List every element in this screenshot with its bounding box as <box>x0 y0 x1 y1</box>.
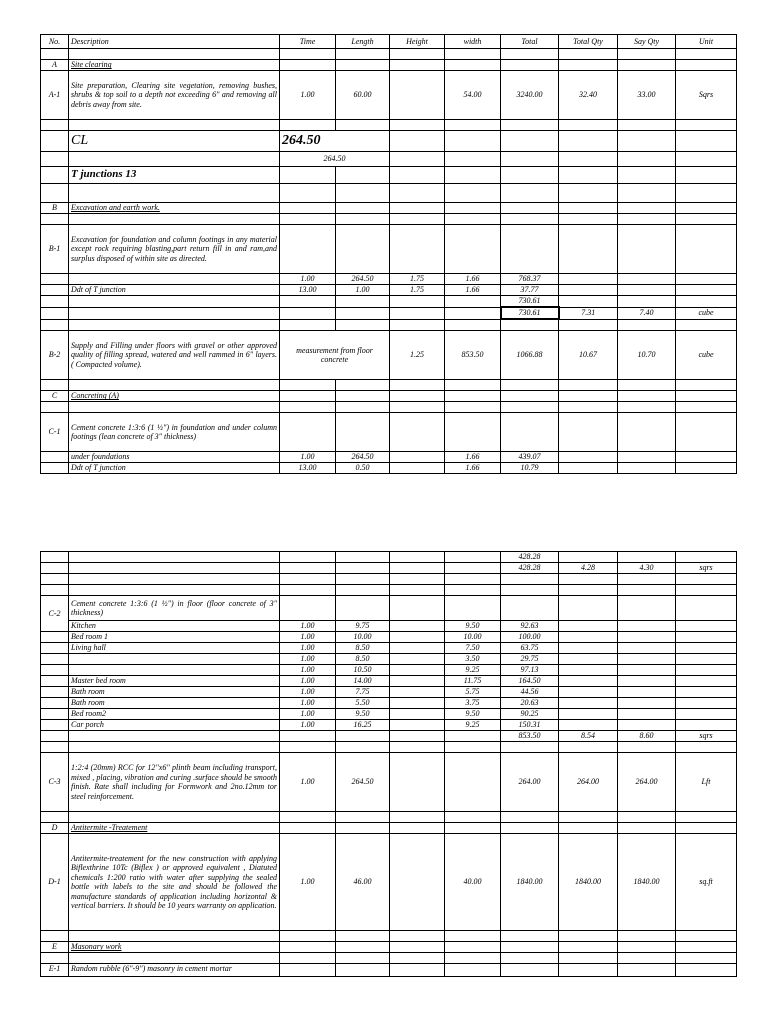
item-total: 1840.00 <box>501 834 559 931</box>
measure-width: 11.75 <box>445 676 501 687</box>
subtotal-total: 730.61 <box>501 296 559 308</box>
header-unit: Unit <box>676 35 737 49</box>
measure-time: 13.00 <box>280 285 336 296</box>
measure-length: 264.50 <box>336 274 390 285</box>
spacer-row <box>41 574 737 585</box>
item-total: 1066.88 <box>501 331 559 380</box>
measure-time: 1.00 <box>280 687 336 698</box>
item-say-qty: 4.30 <box>618 563 676 574</box>
measure-width: 1.66 <box>445 452 501 463</box>
measure-length: 1.00 <box>336 285 390 296</box>
item-total: 428.28 <box>501 563 559 574</box>
measure-row <box>41 665 737 676</box>
subtotal-row <box>41 552 737 563</box>
item-unit: Sqrs <box>676 71 737 120</box>
item-total: 3240.00 <box>501 71 559 120</box>
item-unit: sqrs <box>676 563 737 574</box>
room-name: Bed room 1 <box>69 632 280 643</box>
room-name: Bed room2 <box>69 709 280 720</box>
measure-time: 1.00 <box>280 698 336 709</box>
total-row <box>41 307 737 319</box>
measure-length: 16.25 <box>336 720 390 731</box>
item-total-qty: 1840.00 <box>559 834 618 931</box>
tjunction-label: T junctions 13 <box>69 167 280 184</box>
spacer-row <box>41 49 737 60</box>
measure-width: 3.50 <box>445 654 501 665</box>
section-no: D <box>41 823 69 834</box>
measure-time: 1.00 <box>280 274 336 285</box>
spacer-row <box>41 585 737 596</box>
measure-total: 20.63 <box>501 698 559 709</box>
measure-width: 7.50 <box>445 643 501 654</box>
item-unit: sq.ft <box>676 834 737 931</box>
item-length: 264.50 <box>336 753 390 812</box>
measure-width: 1.66 <box>445 285 501 296</box>
measure-width: 10.00 <box>445 632 501 643</box>
measure-total: 439.07 <box>501 452 559 463</box>
total-row <box>41 731 737 742</box>
room-name: Kitchen <box>69 621 280 632</box>
item-say-qty: 8.60 <box>618 731 676 742</box>
section-row <box>41 942 737 953</box>
section-row <box>41 203 737 214</box>
measure-height: 1.75 <box>390 274 445 285</box>
spacer-row <box>41 742 737 753</box>
header-description: Description <box>69 35 280 49</box>
spacer-row <box>41 812 737 823</box>
item-length: 60.00 <box>336 71 390 120</box>
spacer-row <box>41 931 737 942</box>
section-title: Excavation and earth work. <box>69 203 280 214</box>
measure-row <box>41 463 737 474</box>
measure-length: 7.75 <box>336 687 390 698</box>
measure-time: 1.00 <box>280 709 336 720</box>
measure-length: 5.50 <box>336 698 390 709</box>
measure-total: 10.79 <box>501 463 559 474</box>
measure-length: 0.50 <box>336 463 390 474</box>
room-name <box>69 665 280 676</box>
item-no: D-1 <box>41 834 69 931</box>
measure-time: 1.00 <box>280 643 336 654</box>
estimate-sheet-2 <box>40 551 737 977</box>
item-description: Random rubble (6"-9") masonry in cement mortar <box>69 964 280 977</box>
measure-row <box>41 698 737 709</box>
item-description: Supply and Filling under floors with gravel or other approved quality of filling spread, watered and well rammed in 6" layers. ( Compacted volume). <box>69 331 280 380</box>
total-row <box>41 563 737 574</box>
measure-time: 13.00 <box>280 463 336 474</box>
measure-row <box>41 676 737 687</box>
item-total: 853.50 <box>501 731 559 742</box>
item-unit: sqrs <box>676 731 737 742</box>
measure-row <box>41 274 737 285</box>
spacer-row <box>41 214 737 225</box>
cl-row <box>41 131 737 152</box>
measure-time: 1.00 <box>280 720 336 731</box>
section-row <box>41 823 737 834</box>
room-name: Car porch <box>69 720 280 731</box>
tjunction-row <box>41 167 737 184</box>
measure-height: 1.75 <box>390 285 445 296</box>
measure-time: 1.00 <box>280 676 336 687</box>
measure-total: 768.37 <box>501 274 559 285</box>
item-unit: Lft <box>676 753 737 812</box>
item-total-qty: 264.00 <box>559 753 618 812</box>
measure-total: 97.13 <box>501 665 559 676</box>
measure-total: 29.75 <box>501 654 559 665</box>
item-total-qty: 32.40 <box>559 71 618 120</box>
item-total-qty: 8.54 <box>559 731 618 742</box>
measure-width: 1.66 <box>445 274 501 285</box>
item-row <box>41 413 737 452</box>
room-name: Master bed room <box>69 676 280 687</box>
item-description: Cement concrete 1:3:6 (1 ½") in foundation and under column footings (lean concrete of 3" thickness) <box>69 413 280 452</box>
measure-row <box>41 632 737 643</box>
item-no: E-1 <box>41 964 69 977</box>
measure-row <box>41 285 737 296</box>
measure-length: 9.50 <box>336 709 390 720</box>
measure-width: 9.25 <box>445 720 501 731</box>
item-say-qty: 7.40 <box>618 307 676 319</box>
item-no: B-1 <box>41 225 69 274</box>
spacer-row <box>41 120 737 131</box>
subtotal-row <box>41 296 737 308</box>
item-no: B-2 <box>41 331 69 380</box>
room-name: Bath room <box>69 698 280 709</box>
item-unit: cube <box>676 331 737 380</box>
measure-width: 9.50 <box>445 621 501 632</box>
header-width: width <box>445 35 501 49</box>
spacer-row <box>41 319 737 331</box>
measure-row <box>41 709 737 720</box>
item-time-note: measurement from floor concrete <box>280 331 390 380</box>
item-row <box>41 753 737 812</box>
measure-length: 8.50 <box>336 643 390 654</box>
measure-total: 164.50 <box>501 676 559 687</box>
measure-length: 10.50 <box>336 665 390 676</box>
item-width: 54.00 <box>445 71 501 120</box>
header-total-qty: Total Qty <box>559 35 618 49</box>
header-row <box>41 35 737 49</box>
measure-total: 37.77 <box>501 285 559 296</box>
measure-width: 1.66 <box>445 463 501 474</box>
item-width: 853.50 <box>445 331 501 380</box>
item-length: 46.00 <box>336 834 390 931</box>
estimate-sheet-1 <box>40 34 737 474</box>
item-no: C-3 <box>41 753 69 812</box>
measure-row <box>41 687 737 698</box>
measure-length: 8.50 <box>336 654 390 665</box>
cl-sub-value: 264.50 <box>280 152 390 167</box>
measure-width: 9.50 <box>445 709 501 720</box>
measure-length: 264.50 <box>336 452 390 463</box>
section-no: E <box>41 942 69 953</box>
measure-description: under foundations <box>69 452 280 463</box>
section-title: Site clearing <box>69 60 280 71</box>
item-description: Site preparation, Clearing site vegetation, removing bushes, shrubs & top soil to a depth not exceeding 6" and removing all debris away from site. <box>69 71 280 120</box>
measure-time: 1.00 <box>280 621 336 632</box>
measure-time: 1.00 <box>280 452 336 463</box>
measure-total: 100.00 <box>501 632 559 643</box>
section-title: Antitermite -Treatement <box>69 823 280 834</box>
header-total: Total <box>501 35 559 49</box>
item-no: A-1 <box>41 71 69 120</box>
header-height: Height <box>390 35 445 49</box>
measure-width: 9.25 <box>445 665 501 676</box>
measure-length: 14.00 <box>336 676 390 687</box>
subtotal-total: 428.28 <box>501 552 559 563</box>
room-name <box>69 654 280 665</box>
item-row <box>41 331 737 380</box>
item-say-qty: 264.00 <box>618 753 676 812</box>
item-row <box>41 71 737 120</box>
section-no: B <box>41 203 69 214</box>
measure-row <box>41 720 737 731</box>
item-height: 1.25 <box>390 331 445 380</box>
spacer-row <box>41 184 737 203</box>
measure-total: 150.31 <box>501 720 559 731</box>
measure-time: 1.00 <box>280 632 336 643</box>
item-row <box>41 834 737 931</box>
cl-sub-row <box>41 152 737 167</box>
section-no: C <box>41 391 69 402</box>
item-total-qty: 7.31 <box>559 307 618 319</box>
item-description: Excavation for foundation and column footings in any material except rock requiring blasting,part return fill in and ram,and surplus disposed of within site as directed. <box>69 225 280 274</box>
item-width: 40.00 <box>445 834 501 931</box>
spacer-row <box>41 402 737 413</box>
measure-row <box>41 621 737 632</box>
item-say-qty: 1840.00 <box>618 834 676 931</box>
header-no: No. <box>41 35 69 49</box>
item-no: C-1 <box>41 413 69 452</box>
measure-total: 63.75 <box>501 643 559 654</box>
room-name: Living hall <box>69 643 280 654</box>
header-say-qty: Say Qty <box>618 35 676 49</box>
measure-width: 5.75 <box>445 687 501 698</box>
cl-value: 264.50 <box>280 131 390 152</box>
measure-description: Ddt of T junction <box>69 463 280 474</box>
measure-total: 90.25 <box>501 709 559 720</box>
measure-time: 1.00 <box>280 654 336 665</box>
item-time: 1.00 <box>280 71 336 120</box>
item-row <box>41 964 737 977</box>
measure-total: 44.56 <box>501 687 559 698</box>
header-length: Length <box>336 35 390 49</box>
measure-width: 3.75 <box>445 698 501 709</box>
item-say-qty: 10.70 <box>618 331 676 380</box>
item-time: 1.00 <box>280 834 336 931</box>
header-time: Time <box>280 35 336 49</box>
boxed-total: 730.61 <box>501 307 559 319</box>
item-total-qty: 10.67 <box>559 331 618 380</box>
item-total-qty: 4.28 <box>559 563 618 574</box>
measure-row <box>41 452 737 463</box>
item-total: 264.00 <box>501 753 559 812</box>
section-no: A <box>41 60 69 71</box>
cl-label: CL <box>69 131 280 152</box>
section-title: Concreting (A) <box>69 391 280 402</box>
item-row <box>41 596 737 621</box>
measure-total: 92.63 <box>501 621 559 632</box>
measure-length: 9.75 <box>336 621 390 632</box>
section-row <box>41 60 737 71</box>
room-name: Bath room <box>69 687 280 698</box>
item-description: 1:2:4 (20mm) RCC for 12"x6" plinth beam including transport, mixed , placing, vibration and curing .surface should be smooth finish. Rate shall including for Formwork and 2no.12mm tor steel reinforcement. <box>69 753 280 812</box>
measure-description: Ddt of T junction <box>69 285 280 296</box>
measure-time: 1.00 <box>280 665 336 676</box>
section-row <box>41 391 737 402</box>
item-time: 1.00 <box>280 753 336 812</box>
item-say-qty: 33.00 <box>618 71 676 120</box>
item-unit: cube <box>676 307 737 319</box>
spacer-row <box>41 953 737 964</box>
spacer-row <box>41 380 737 391</box>
item-description: Cement concrete 1:3:6 (1 ½") in floor (floor concrete of 3" thickness) <box>69 596 280 621</box>
item-no: C-2 <box>41 596 69 632</box>
measure-length: 10.00 <box>336 632 390 643</box>
measure-row <box>41 643 737 654</box>
item-description: Antitermite-treatement for the new construction with applying Biflexthrine 10Tc (Biflex ) or approved equivalent , Diatuted chemicals 1:200 ratio with water after supplying the sealed bottle with labels to the site and should be followed the manufacture standards of application including horizontal & vertical barriers. It should be 10 years warranty on application. <box>69 834 280 931</box>
measure-row <box>41 654 737 665</box>
item-row <box>41 225 737 274</box>
section-title: Masonary work <box>69 942 280 953</box>
